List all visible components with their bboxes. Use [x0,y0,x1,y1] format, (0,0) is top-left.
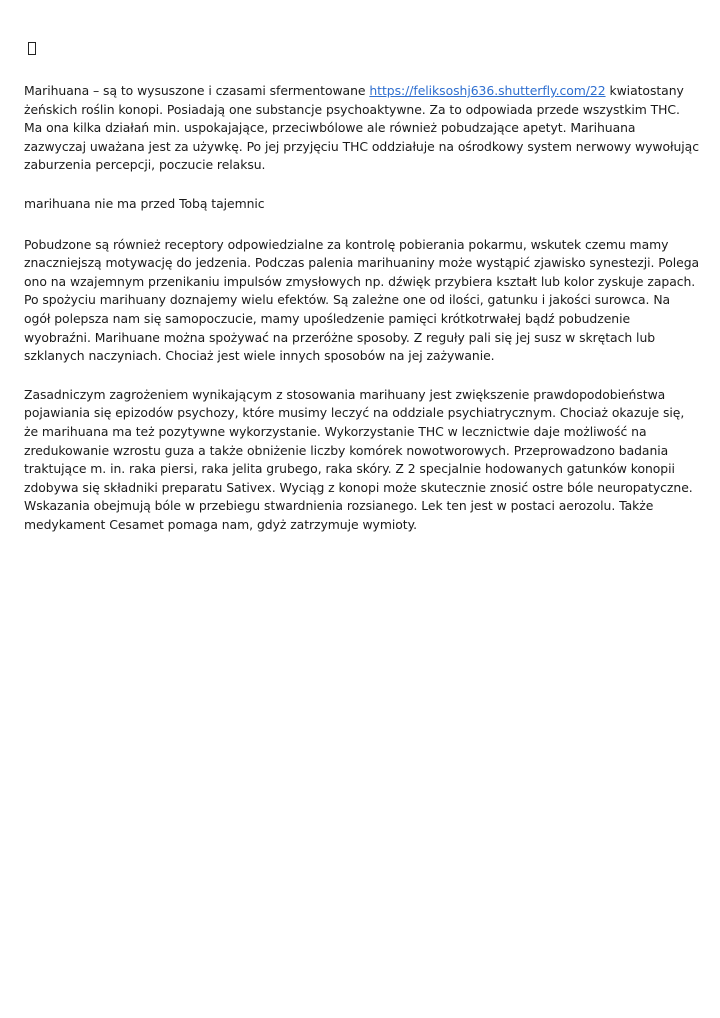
missing-glyph-icon [28,42,36,55]
intro-text-before-link: Marihuana – są to wysuszone i czasami sfermentowane [24,83,370,98]
document-body [24,82,700,554]
paragraph-effects: Pobudzone są również receptory odpowiedzialne za kontrolę pobierania pokarmu, wskutek czemu mamy znaczniejszą motywację do jedzenia. Podczas palenia marihuaniny może wystąpić zjawisko synestezji. Polega ono na wzajemnym przenikaniu impulsów zmysłowych np. dźwięk przybiera kształt lub kolor zyskuje zapach. Po spożyciu marihuany doznajemy wielu efektów. Są zależne one od ilości, gatunku i jakości surowca. Na ogół polepsza nam się samopoczucie, mamy upośledzenie pamięci krótkotrwałej bądź pobudzenie wyobraźni. Marihuane można spożywać na przeróżne sposoby. Z reguły pali się jej susz w skrętach lub szklanych naczyniach. Chociaż jest wiele innych sposobów na jej zażywanie. [24,236,700,364]
paragraph-risks-and-uses: Zasadniczym zagrożeniem wynikającym z stosowania marihuany jest zwiększenie prawdopodobieństwa pojawiania się epizodów psychozy, które musimy leczyć na oddziale psychiatrycznym. Chociaż okazuje się, że marihuana ma też pozytywne wykorzystanie. Wykorzystanie THC w lecznictwie daje możliwość na zredukowanie wzrostu guza a także obniżenie liczby komórek nowotworowych. Przeprowadzono badania traktujące m. in. raka piersi, raka jelita grubego, raka skóry. Z 2 specjalnie hodowanych gatunków konopii zdobywa się składniki preparatu Sativex. Wyciąg z konopi może skutecznie znosić ostre bóle neuropatyczne. Wskazania obejmują bóle w przebiegu stwardnienia rozsianego. Lek ten jest w postaci aerozolu. Także medykament Cesamet pomaga nam, gdyż zatrzymuje wymioty. [24,386,693,532]
intro-text-after-link: kwiatostany żeńskich roślin konopi. Posiadają one substancje psychoaktywne. Za to odpowiada przede wszystkim THC. Ma ona kilka działań min. uspokajające, przeciwbólowe ale również pobudzające apetyt. Marihuana zazwyczaj uważana jest za używkę. Po jej przyjęciu THC oddziałuje na ośrodkowy system nerwowy wywołując zaburzenia percepcji, poczucie relaksu. [24,83,699,173]
shutterfly-link[interactable]: https://feliksoshj636.shutterfly.com/22 [369,83,606,98]
paragraph-tagline: marihuana nie ma przed Tobą tajemnic [24,195,265,211]
paragraph-intro [24,82,700,175]
